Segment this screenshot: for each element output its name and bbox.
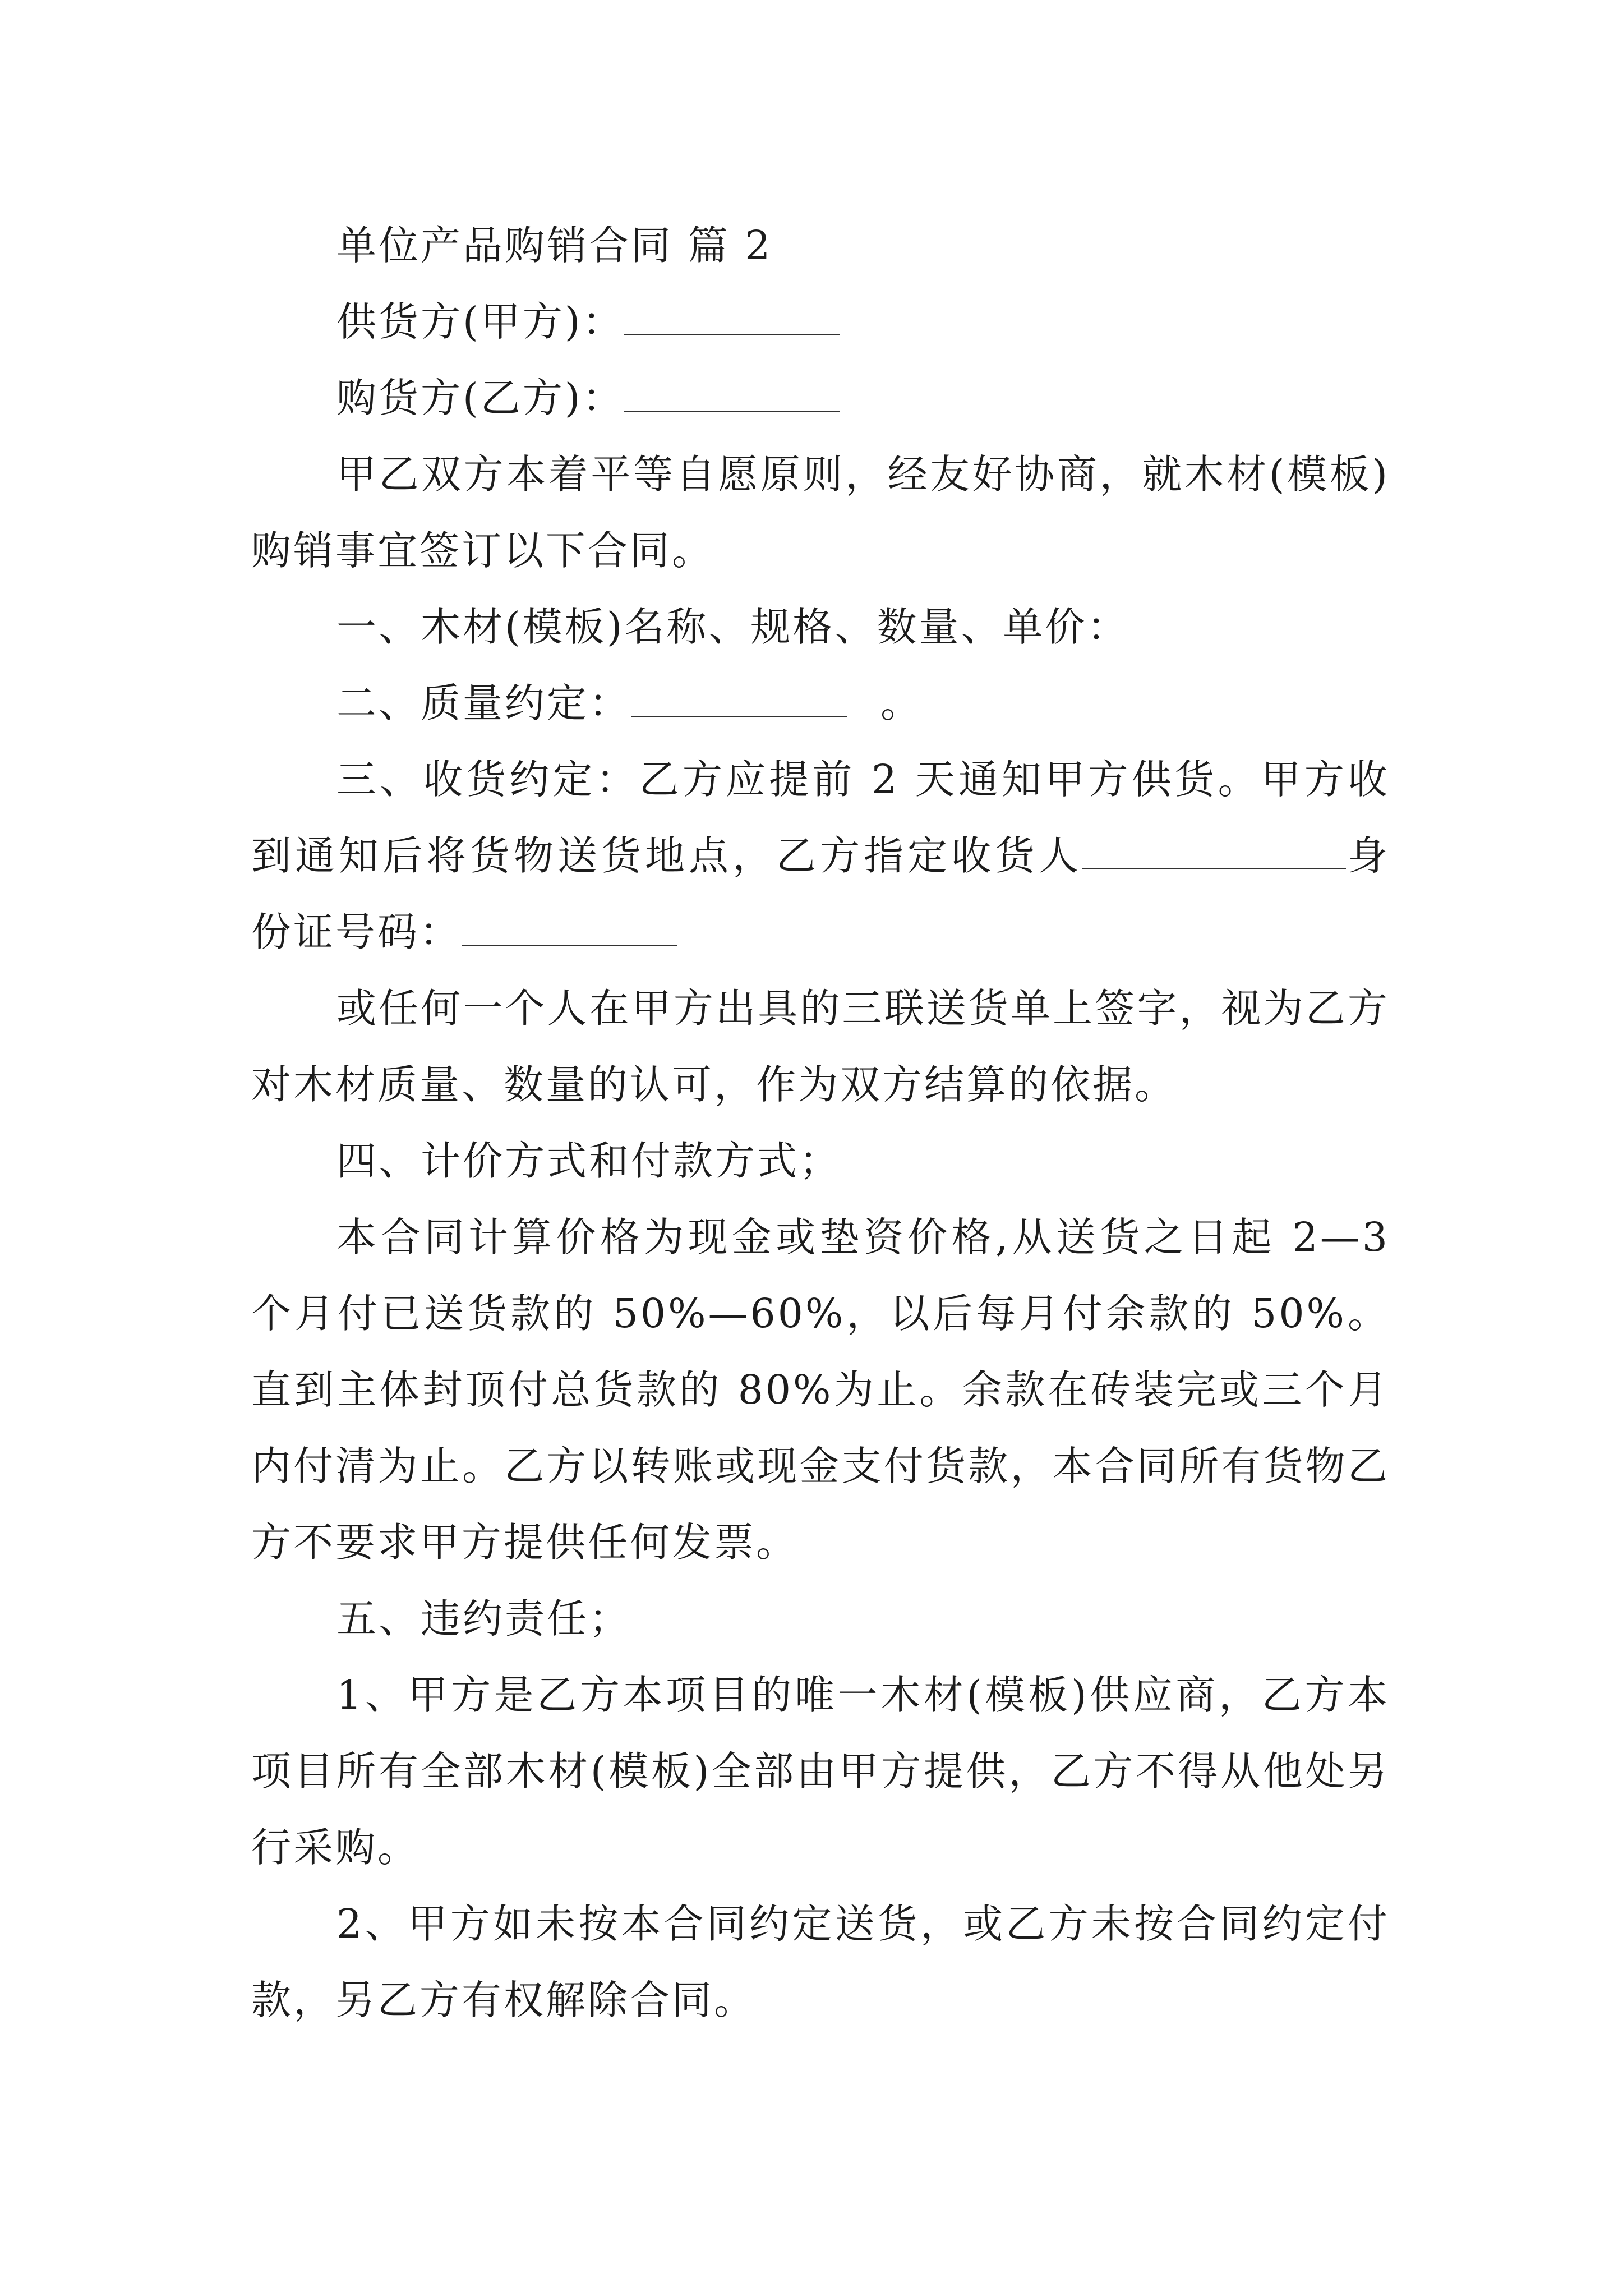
section-3-continued: 或任何一个人在甲方出具的三联送货单上签字，视为乙方对木材质量、数量的认可，作为双方结算的依据。 bbox=[251, 985, 1390, 1108]
quality-blank bbox=[631, 682, 847, 717]
receiver-blank bbox=[1082, 835, 1346, 869]
buyer-blank bbox=[624, 377, 840, 412]
contract-body bbox=[251, 208, 1390, 2039]
intro-paragraph: 甲乙双方本着平等自愿原则，经友好协商，就木材(模板)购销事宜签订以下合同。 bbox=[251, 451, 1390, 574]
section-5-item-2: 2、甲方如未按本合同约定送货，或乙方未按合同约定付款，另乙方有权解除合同。 bbox=[251, 1901, 1390, 2023]
supplier-line: 供货方(甲方)： bbox=[251, 284, 1390, 360]
section-1: 一、木材(模板)名称、规格、数量、单价： bbox=[336, 604, 1129, 650]
section-5: 五、违约责任； bbox=[336, 1595, 631, 1642]
section-2: 二、质量约定： 。 bbox=[336, 680, 923, 726]
section-5-item-1: 1、甲方是乙方本项目的唯一木材(模板)供应商，乙方本项目所有全部木材(模板)全部由甲方提供，乙方不得从他处另行采购。 bbox=[251, 1672, 1390, 1871]
id-number-blank bbox=[462, 911, 677, 946]
section-3: 三、收货约定：乙方应提前 2 天通知甲方供货。甲方收到通知后将货物送货地点，乙方指定收货人 身份证号码： bbox=[251, 756, 1390, 955]
section-4: 四、计价方式和付款方式； bbox=[336, 1138, 842, 1184]
contract-title: 单位产品购销合同 篇 2 bbox=[336, 222, 773, 269]
buyer-line: 购货方(乙方)： bbox=[251, 360, 1390, 436]
supplier-blank bbox=[624, 301, 840, 335]
section-4-body: 本合同计算价格为现金或垫资价格,从送货之日起 2—3 个月付已送货款的 50%—60%，以后每月付余款的 50%。直到主体封顶付总货款的 80%为止。余款在砖装完或三个月内付清为止。乙方以转账或现金支付货款，本合同所有货物乙方不要求甲方提供任何发票。 bbox=[251, 1214, 1390, 1566]
